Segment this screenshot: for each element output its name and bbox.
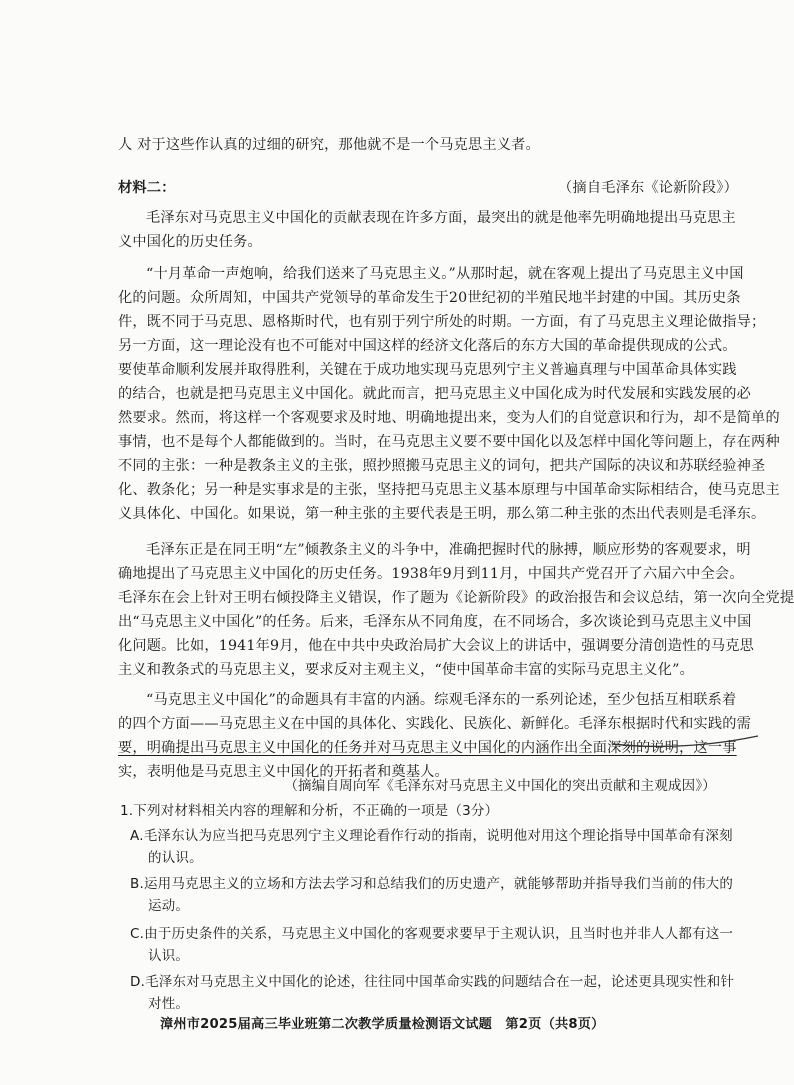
pen-scribble-mark	[610, 722, 760, 750]
option-c-continued: 认识。	[148, 948, 190, 964]
paragraph-line: 出“马克思主义中国化”的任务。后来，毛泽东从不同角度，在不同场合，多次谈论到马克思主义中国	[118, 614, 752, 630]
paragraph-line: 不同的主张：一种是教条主义的主张，照抄照搬马克思主义的词句，把共产国际的决议和苏联经验神圣	[118, 458, 766, 474]
paragraph-line-underlined: 要，明确提出马克思主义中国化的任务并对马克思主义中国化的内涵作出全面深刻的说明，这一事	[118, 740, 737, 756]
option-b: B.运用马克思主义的立场和方法去学习和总结我们的历史遗产，就能够帮助并指导我们当前的伟大的	[130, 876, 734, 892]
paragraph-line: 的四个方面——马克思主义在中国的具体化、实践化、民族化、新鲜化。毛泽东根据时代和实践的需	[118, 716, 752, 732]
paragraph-line: 件，既不同于马克思、恩格斯时代，也有别于列宁所处的时期。一方面，有了马克思主义理论做指导；	[118, 314, 766, 330]
paragraph-line: 事情，也不是每个人都能做到的。当时，在马克思主义要不要中国化以及怎样中国化等问题上，存在两种	[118, 434, 780, 450]
paragraph-line: 主义和教条式的马克思主义，要求反对主观主义，“使中国革命丰富的实际马克思主义化”。	[118, 662, 695, 678]
paragraph-line: 化问题。比如，1941年9月，他在中共中央政治局扩大会议上的讲话中，强调要分清创造性的马克思	[118, 638, 755, 654]
paragraph-line: “马克思主义中国化”的命题具有丰富的内涵。综观毛泽东的一系列论述，至少包括互相联系着	[146, 692, 737, 708]
paragraph-line: 毛泽东正是在同王明“左”倾教条主义的斗争中，准确把握时代的脉搏，顺应形势的客观要求，明	[146, 542, 751, 558]
paragraph-line: 毛泽东对马克思主义中国化的贡献表现在许多方面，最突出的就是他率先明确地提出马克思主	[146, 210, 736, 226]
paragraph-line: 实，表明他是马克思主义中国化的开拓者和奠基人。	[118, 764, 449, 780]
option-b-continued: 运动。	[148, 898, 190, 914]
material-two-title: 材料二：	[118, 180, 176, 196]
material-one-source: （摘自毛泽东《论新阶段》）	[558, 180, 738, 196]
paragraph-line: “十月革命一声炮响，给我们送来了马克思主义。”从那时起，就在客观上提出了马克思主义中国	[146, 266, 744, 282]
paragraph-line: 义中国化的历史任务。	[118, 234, 262, 250]
option-a: A.毛泽东认为应当把马克思列宁主义理论看作行动的指南，说明他对用这个理论指导中国革命有深刻	[130, 828, 733, 844]
option-d-continued: 对性。	[148, 996, 190, 1012]
paragraph-line: 毛泽东在会上针对王明右倾投降主义错误，作了题为《论新阶段》的政治报告和会议总结，第一次向全党提	[118, 590, 794, 606]
page-footer: 漳州市2025届高三毕业班第二次教学质量检测语文试题 第2页（共8页）	[160, 1017, 605, 1032]
paragraph-line: 确地提出了马克思主义中国化的历史任务。1938年9月到11月，中国共产党召开了六届六中全会。	[118, 566, 744, 582]
question-stem: 1.下列对材料相关内容的理解和分析，不正确的一项是（3分）	[120, 803, 499, 819]
option-c: C.由于历史条件的关系，马克思主义中国化的客观要求要早于主观认识，且当时也并非人人都有这一	[130, 926, 734, 942]
paragraph-line: 然要求。然而，将这样一个客观要求及时地、明确地提出来，变为人们的自觉意识和行为，却不是简单的	[118, 410, 780, 426]
paragraph-line: 的结合，也就是把马克思主义中国化。就此而言，把马克思主义中国化成为时代发展和实践发展的必	[118, 386, 752, 402]
paragraph-line: 义具体化、中国化。如果说，第一种主张的主要代表是王明，那么第二种主张的杰出代表则是毛泽东。	[118, 506, 766, 522]
paragraph-line: 另一方面，这一理论没有也不可能对中国这样的经济文化落后的东方大国的革命提供现成的公式。	[118, 338, 737, 354]
option-a-continued: 的认识。	[148, 850, 203, 866]
option-d: D.毛泽东对马克思主义中国化的论述，往往同中国革命实践的问题结合在一起，论述更具现实性和针	[130, 974, 735, 990]
paragraph-line: 化、教条化；另一种是实事求是的主张，坚持把马克思主义基本原理与中国革命实际相结合，使马克思主	[118, 482, 780, 498]
paragraph-line: 化的问题。众所周知，中国共产党领导的革命发生于20世纪初的半殖民地半封建的中国。其历史条	[118, 290, 741, 306]
continued-text-line: 人 对于这些作认真的过细的研究，那他就不是一个马克思主义者。	[118, 137, 540, 153]
paragraph-line: 要使革命顺利发展并取得胜利，关键在于成功地实现马克思列宁主义普遍真理与中国革命具体实践	[118, 362, 737, 378]
material-two-source: （摘编自周向军《毛泽东对马克思主义中国化的突出贡献和主观成因》）	[284, 778, 716, 794]
